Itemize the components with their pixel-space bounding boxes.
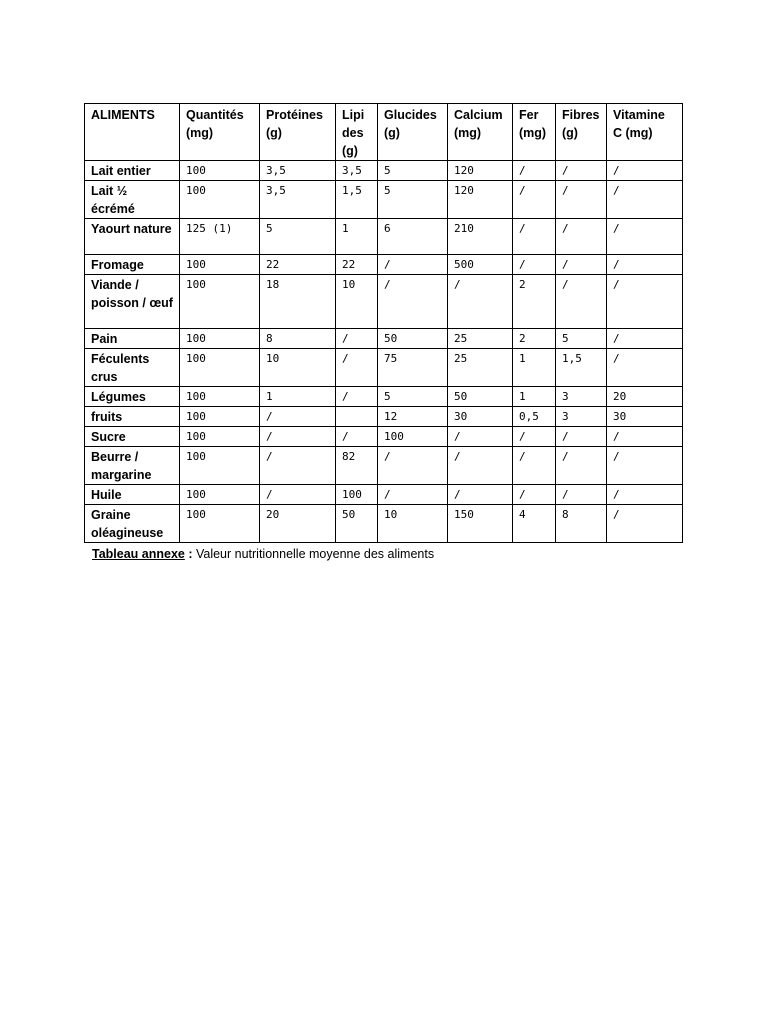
value-cell: 100 [180,447,260,485]
value-cell: 100 [180,329,260,349]
table-row [85,255,683,275]
value-cell: / [607,181,683,219]
value-cell: 3,5 [260,161,336,181]
value-cell: 100 [180,275,260,329]
column-header-glucides: Glucides (g) [378,104,448,161]
food-name-cell: Sucre [85,427,180,447]
value-cell: 1 [336,219,378,255]
value-cell: 30 [448,407,513,427]
value-cell: 1 [513,349,556,387]
value-cell: / [336,349,378,387]
value-cell: / [378,275,448,329]
food-name-cell: Pain [85,329,180,349]
value-cell: 1 [260,387,336,407]
value-cell: 22 [336,255,378,275]
table-row [85,485,683,505]
value-cell: / [336,427,378,447]
caption-lead: Tableau annexe [92,547,185,561]
value-cell: 1,5 [556,349,607,387]
value-cell: 100 [180,349,260,387]
table-row [85,427,683,447]
table-row [85,349,683,387]
value-cell: 50 [448,387,513,407]
value-cell: 100 [180,505,260,543]
value-cell: 0,5 [513,407,556,427]
value-cell: 75 [378,349,448,387]
value-cell: 100 [336,485,378,505]
food-name-cell: Légumes [85,387,180,407]
food-name-cell: Lait entier [85,161,180,181]
value-cell: 120 [448,181,513,219]
value-cell: / [260,485,336,505]
column-header-fibres: Fibres (g) [556,104,607,161]
value-cell: / [556,181,607,219]
value-cell: 10 [336,275,378,329]
column-header-vitamine-c: Vitamine C (mg) [607,104,683,161]
value-cell: / [336,387,378,407]
value-cell: 22 [260,255,336,275]
value-cell: / [378,447,448,485]
value-cell: 30 [607,407,683,427]
food-name-cell: fruits [85,407,180,427]
value-cell: / [607,161,683,181]
value-cell: / [448,485,513,505]
nutrition-table [84,103,683,543]
value-cell: / [513,181,556,219]
food-name-cell: Yaourt nature [85,219,180,255]
value-cell: / [556,219,607,255]
value-cell: / [607,329,683,349]
value-cell: 18 [260,275,336,329]
value-cell: / [607,485,683,505]
value-cell: 20 [607,387,683,407]
value-cell: 6 [378,219,448,255]
table-body [85,161,683,543]
value-cell: / [448,275,513,329]
caption-separator: : [184,547,196,561]
value-cell: 25 [448,329,513,349]
value-cell: / [607,447,683,485]
value-cell: / [607,349,683,387]
table-caption [92,545,434,563]
value-cell: / [607,427,683,447]
value-cell: / [556,275,607,329]
header-row [85,104,683,161]
food-name-cell: Féculents crus [85,349,180,387]
value-cell: 10 [260,349,336,387]
value-cell: / [260,407,336,427]
value-cell: 500 [448,255,513,275]
value-cell: / [556,485,607,505]
value-cell: / [513,255,556,275]
value-cell: / [556,447,607,485]
value-cell: / [607,255,683,275]
value-cell: 100 [180,407,260,427]
value-cell: 3,5 [336,161,378,181]
value-cell: / [513,447,556,485]
value-cell: 2 [513,275,556,329]
value-cell: / [513,427,556,447]
value-cell: 5 [378,387,448,407]
value-cell: / [513,161,556,181]
value-cell: 3 [556,387,607,407]
value-cell: / [448,447,513,485]
table-row [85,219,683,255]
food-name-cell: Beurre / margarine [85,447,180,485]
value-cell: 50 [378,329,448,349]
value-cell: 1 [513,387,556,407]
value-cell: 150 [448,505,513,543]
table-row [85,181,683,219]
food-name-cell: Graine oléagineuse [85,505,180,543]
value-cell: 82 [336,447,378,485]
value-cell: 100 [180,427,260,447]
value-cell: 100 [180,181,260,219]
column-header-quantites: Quantités (mg) [180,104,260,161]
value-cell: 5 [556,329,607,349]
value-cell: 8 [556,505,607,543]
value-cell: 5 [378,161,448,181]
table-row [85,447,683,485]
value-cell: 10 [378,505,448,543]
value-cell: 2 [513,329,556,349]
value-cell: 50 [336,505,378,543]
table-row [85,161,683,181]
food-name-cell: Huile [85,485,180,505]
value-cell: 100 [180,387,260,407]
value-cell: / [448,427,513,447]
value-cell: 125 (1) [180,219,260,255]
value-cell: / [513,219,556,255]
value-cell: / [378,255,448,275]
value-cell: 12 [378,407,448,427]
value-cell: / [556,161,607,181]
value-cell: 210 [448,219,513,255]
value-cell: 1,5 [336,181,378,219]
column-header-aliments: ALIMENTS [85,104,180,161]
value-cell: 100 [180,485,260,505]
table-row [85,407,683,427]
table-row [85,275,683,329]
value-cell: 3 [556,407,607,427]
column-header-lipides: Lipi des (g) [336,104,378,161]
table-row [85,329,683,349]
column-header-calcium: Calcium (mg) [448,104,513,161]
value-cell: / [607,219,683,255]
column-header-fer: Fer (mg) [513,104,556,161]
column-header-proteines: Protéines (g) [260,104,336,161]
value-cell: 100 [180,161,260,181]
value-cell: 100 [180,255,260,275]
food-name-cell: Lait ½ écrémé [85,181,180,219]
value-cell: 4 [513,505,556,543]
value-cell: 3,5 [260,181,336,219]
value-cell: / [556,255,607,275]
value-cell: / [607,275,683,329]
value-cell: 5 [378,181,448,219]
value-cell: 20 [260,505,336,543]
value-cell: / [607,505,683,543]
value-cell: / [378,485,448,505]
food-name-cell: Fromage [85,255,180,275]
value-cell: 25 [448,349,513,387]
value-cell: / [260,427,336,447]
table-row [85,505,683,543]
value-cell: 120 [448,161,513,181]
value-cell: / [336,329,378,349]
value-cell: / [513,485,556,505]
table-row [85,387,683,407]
value-cell: / [260,447,336,485]
value-cell: 100 [378,427,448,447]
value-cell: / [556,427,607,447]
table-header [85,104,683,161]
food-name-cell: Viande / poisson / œuf [85,275,180,329]
value-cell: 8 [260,329,336,349]
value-cell: 5 [260,219,336,255]
caption-text: Valeur nutritionnelle moyenne des aliments [195,547,435,561]
value-cell [336,407,378,427]
